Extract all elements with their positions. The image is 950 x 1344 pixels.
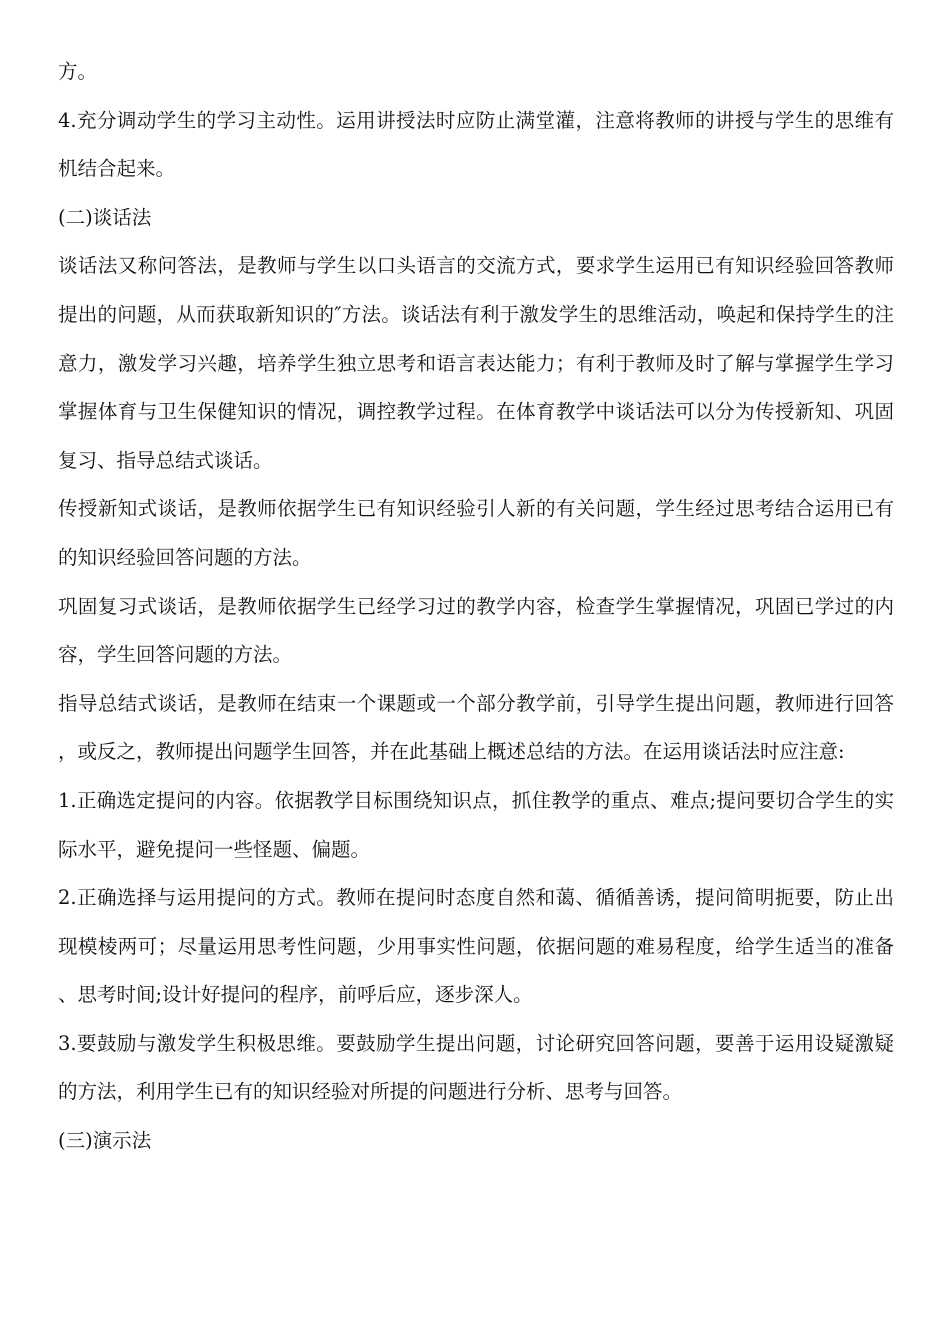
paragraph-note-2: 2.正确选择与运用提问的方式。教师在提问时态度自然和蔼、循循善诱，提问简明扼要，防止出现模棱两可；尽量运用思考性问题，少用事实性问题，依据问题的难易程度，给学生适当的准备、思考时间;设计好提问的程序，前呼后应，逐步深人。 xyxy=(58,886,894,1007)
paragraph-summary-talk: 指导总结式谈话，是教师在结束一个课题或一个部分教学前，引导学生提出问题，教师进行回答，或反之，教师提出问题学生回答，并在此基础上概述总结的方法。在运用谈话法时应注意: xyxy=(58,691,894,764)
paragraph-note-3: 3.要鼓励与激发学生积极思维。要鼓励学生提出问题，讨论研究回答问题，要善于运用设疑激疑的方法，利用学生已有的知识经验对所提的问题进行分析、思考与回答。 xyxy=(58,1031,894,1104)
paragraph-new-knowledge-talk: 传授新知式谈话，是教师依据学生已有知识经验引人新的有关问题，学生经过思考结合运用已有的知识经验回答问题的方法。 xyxy=(58,497,894,569)
paragraph-conversation-intro: 谈话法又称问答法，是教师与学生以口头语言的交流方式，要求学生运用已有知识经验回答教师提出的问题，从而获取新知识的″方法。谈话法有利于激发学生的思维活动，唤起和保持学生的注意力，激发学习兴趣，培养学生独立思考和语言表达能力；有利于教师及时了解与掌握学生学习掌握体育与卫生保健知识的情况，调控教学过程。在体育教学中谈话法可以分为传授新知、巩固复习、指导总结式谈话。 xyxy=(58,254,894,472)
paragraph-note-1: 1.正确选定提问的内容。依据教学目标围绕知识点，抓住教学的重点、难点;提问要切合学生的实际水平，避免提问一些怪题、偏题。 xyxy=(58,788,894,861)
paragraph-continuation: 方。 xyxy=(58,60,98,83)
paragraph-lecture-point-4: 4.充分调动学生的学习主动性。运用讲授法时应防止满堂灌，注意将教师的讲授与学生的思维有机结合起来。 xyxy=(58,108,894,181)
document-body xyxy=(58,48,894,1166)
section-heading-demonstration-method: (三)演示法 xyxy=(58,1129,152,1153)
section-heading-conversation-method: (二)谈话法 xyxy=(58,205,152,229)
paragraph-review-talk: 巩固复习式谈话，是教师依据学生已经学习过的教学内容，检查学生掌握情况，巩固已学过的内容，学生回答问题的方法。 xyxy=(58,594,894,667)
